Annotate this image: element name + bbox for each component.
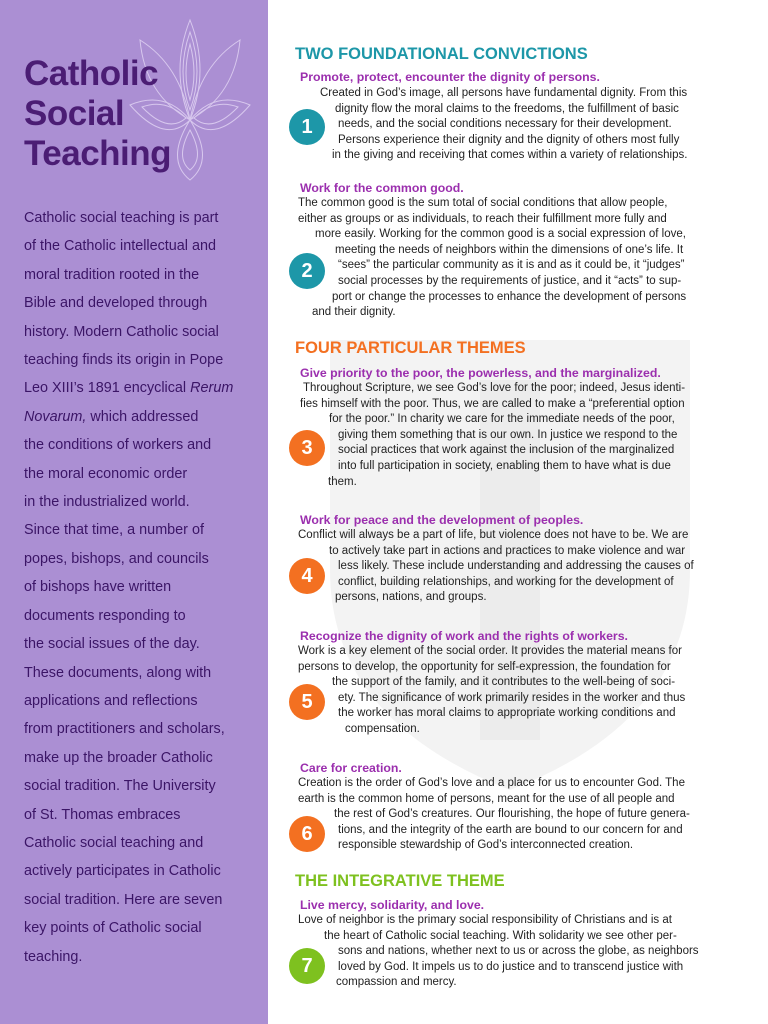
intro-line: the moral economic order [24, 465, 188, 482]
intro-line: actively participates in Catholic [24, 863, 221, 880]
intro-line: history. Modern Catholic social [24, 323, 219, 340]
point-heading: Give priority to the poor, the powerless, and the marginalized. [300, 366, 661, 380]
intro-line: teaching. [24, 948, 83, 965]
section-heading-integrative: THE INTEGRATIVE THEME [295, 872, 505, 890]
body-line: compassion and mercy. [336, 976, 457, 989]
title-line: Teaching [24, 134, 172, 173]
intro-line: of St. Thomas embraces [24, 806, 181, 823]
point-heading: Live mercy, solidarity, and love. [300, 898, 485, 912]
body-line: loved by God. It impels us to do justice and to transcend justice with [338, 960, 684, 973]
intro-line: social tradition. The University [24, 778, 216, 795]
point-body [298, 644, 738, 738]
intro-line: of bishops have written [24, 579, 172, 596]
point-heading: Care for creation. [300, 761, 402, 775]
intro-line: Catholic social teaching and [24, 834, 204, 851]
intro-line: in the industrialized world. [24, 494, 190, 511]
intro-line: social tradition. Here are seven [24, 891, 223, 908]
body-line: the heart of Catholic social teaching. With solidarity we see other per- [324, 929, 677, 942]
point-heading: Promote, protect, encounter the dignity of persons. [300, 70, 600, 84]
body-line: needs, and the social conditions necessary for their development. [338, 118, 672, 131]
body-line: conflict, building relationships, and working for the development of [338, 575, 674, 588]
body-line: more easily. Working for the common good is a social expression of love, [315, 228, 686, 241]
point-body [298, 528, 738, 606]
point-body [298, 86, 738, 164]
body-line: Conflict will always be a part of life, but violence does not have to be. We are [298, 529, 689, 541]
page-title [24, 54, 171, 174]
number-badge-7: 7 [289, 948, 325, 984]
sidebar [0, 0, 268, 1024]
body-line: the worker has moral claims to appropriate working conditions and [338, 707, 676, 720]
body-line: less likely. These include understanding and addressing the causes of [338, 560, 694, 573]
body-line: Creation is the order of God’s love and a place for us to encounter God. The [298, 777, 685, 789]
body-line: Throughout Scripture, we see God’s love for the poor; indeed, Jesus identi- [303, 382, 686, 394]
body-line: “sees” the particular community as it is and as it could be, it “judges” [338, 259, 685, 272]
body-line: earth is the common home of persons, meant for the use of all people and [298, 792, 675, 805]
point-body [298, 776, 738, 854]
point-heading: Recognize the dignity of work and the rights of workers. [300, 629, 628, 643]
title-line: Catholic [24, 54, 159, 93]
intro-line: applications and reflections [24, 692, 198, 709]
section-heading-foundational: TWO FOUNDATIONAL CONVICTIONS [295, 45, 588, 63]
body-line: the support of the family, and it contributes to the well-being of soci- [332, 676, 676, 689]
body-line: Work is a key element of the social order. It provides the material means for [298, 645, 682, 657]
body-line: responsible stewardship of God’s interconnected creation. [338, 839, 634, 852]
body-line: social practices that work against the inclusion of the marginalized [338, 444, 675, 457]
body-line: Persons experience their dignity and the dignity of others most fully [338, 133, 680, 146]
body-line: fies himself with the poor. Thus, we are called to make a “preferential option [300, 397, 685, 410]
body-line: either as groups or as individuals, to reach their fulfillment more fully and [298, 212, 667, 225]
intro-line: of the Catholic intellectual and [24, 238, 216, 255]
intro-text [24, 204, 256, 971]
intro-line: Novarum, which addressed [24, 408, 199, 425]
intro-line: make up the broader Catholic [24, 749, 213, 766]
number-badge-6: 6 [289, 816, 325, 852]
intro-line: the conditions of workers and [24, 437, 212, 454]
body-line: social processes by the requirements of justice, and it “acts” to sup- [338, 274, 682, 287]
intro-line: from practitioners and scholars, [24, 721, 225, 738]
body-line: Love of neighbor is the primary social responsibility of Christians and is at [298, 914, 672, 926]
body-line: The common good is the sum total of social conditions that allow people, [298, 197, 668, 209]
point-body [298, 381, 738, 490]
number-badge-3: 3 [289, 430, 325, 466]
intro-line: Leo XIII’s 1891 encyclical Rerum [24, 380, 234, 397]
intro-line: Catholic social teaching is part [24, 210, 219, 226]
intro-line: key points of Catholic social [24, 920, 202, 937]
point-heading: Work for peace and the development of peoples. [300, 513, 584, 527]
body-line: and their dignity. [312, 306, 396, 319]
body-line: into full participation in society, enabling them to have what is due [338, 459, 671, 472]
intro-line: moral tradition rooted in the [24, 266, 200, 283]
intro-line: Bible and developed through [24, 295, 208, 312]
section-heading-particular: FOUR PARTICULAR THEMES [295, 339, 526, 357]
body-line: to actively take part in actions and practices to make violence and war [329, 544, 686, 557]
body-line: port or change the processes to enhance the development of persons [332, 290, 687, 303]
number-badge-5: 5 [289, 684, 325, 720]
intro-line: Since that time, a number of [24, 522, 204, 539]
body-line: tions, and the integrity of the earth are bound to our concern for and [338, 823, 683, 836]
body-line: sons and nations, whether next to us or across the globe, as neighbors [338, 945, 699, 958]
body-line: meeting the needs of neighbors within the dimensions of one’s life. It [335, 243, 684, 256]
intro-line: the social issues of the day. [24, 636, 200, 653]
title-line: Social [24, 94, 125, 133]
body-line: for the poor.” In charity we care for the immediate needs of the poor, [329, 413, 675, 426]
body-line: persons to develop, the opportunity for self-expression, the foundation for [298, 660, 671, 673]
number-badge-4: 4 [289, 558, 325, 594]
intro-line: These documents, along with [24, 664, 212, 681]
body-line: persons, nations, and groups. [335, 591, 487, 604]
intro-line: popes, bishops, and councils [24, 550, 209, 567]
point-body [298, 196, 738, 321]
body-line: ety. The significance of work primarily resides in the worker and thus [338, 691, 686, 704]
body-line: giving them something that is our own. In justice we respond to the [338, 428, 678, 441]
point-heading: Work for the common good. [300, 181, 464, 195]
body-line: compensation. [345, 722, 420, 735]
intro-line: documents responding to [24, 607, 186, 624]
number-badge-2: 2 [289, 253, 325, 289]
body-line: Created in God’s image, all persons have fundamental dignity. From this [320, 87, 688, 99]
intro-line: teaching finds its origin in Pope [24, 352, 224, 369]
body-line: dignity flow the moral claims to the freedoms, the fulfillment of basic [335, 102, 679, 115]
number-badge-1: 1 [289, 109, 325, 145]
body-line: the rest of God’s creatures. Our flourishing, the hope of future genera- [334, 808, 690, 821]
body-line: in the giving and receiving that comes within a variety of relationships. [332, 149, 688, 162]
body-line: them. [328, 475, 357, 488]
point-body [298, 913, 738, 991]
